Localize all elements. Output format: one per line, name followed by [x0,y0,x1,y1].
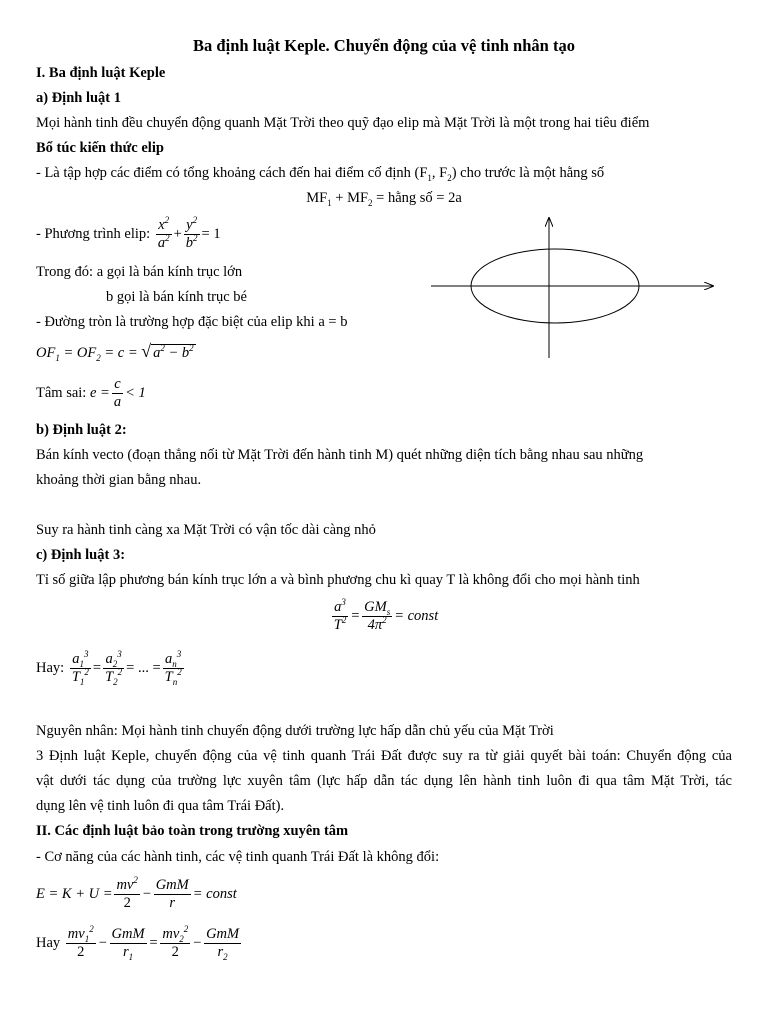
section2-text: - Cơ năng của các hành tinh, các vệ tinh quanh Trái Đất là không đổi: [36,849,440,865]
central-force-paragraph-line1: 3 Định luật Keple, chuyển động của vệ tinh quanh Trái Đất được suy ra từ giải quyết bài toán: Chuyển động của [36,748,732,764]
formula-fraction: $\frac{a_1^3}{T_1^2}$ [71,649,89,688]
where-b-text: b gọi là bán kính trục bé [106,289,247,305]
formula-fraction: $\frac{mv^2}{2}$ [116,875,138,912]
formula-fraction: $\frac{\text{GmM}}{r}$ [155,877,189,912]
law2-consequence: Suy ra hành tinh càng xa Mặt Trời có vận tốc dài càng nhỏ [36,522,376,538]
formula-fraction: $\frac{\text{GmM}}{r_1}$ [111,926,145,963]
where-a-text: Trong đó: a gọi là bán kính trục lớn [36,264,243,280]
formula-fraction: $\frac{\text{GmM}}{r_2}$ [206,926,240,963]
section2-heading: II. Các định luật bảo toàn trong trường xuyên tâm [36,823,349,839]
law1-text: Mọi hành tinh đều chuyển động quanh Mặt Trời theo quỹ đạo elip mà Mặt Trời là một trong hai tiêu điểm [36,115,650,131]
circle-note: - Đường tròn là trường hợp đặc biệt của elip khi a = b [36,314,348,330]
central-force-paragraph-line3: dụng lên vệ tinh luôn đi qua tâm Trái Đất). [36,798,285,814]
law2-text-line1: Bán kính vecto (đoạn thẳng nối từ Mặt Trời đến hành tinh M) quét những diện tích bằng nhau sau những [36,447,644,463]
kepler3-formula: $\frac{a^3}{T^2}$ = $\frac{GM_s}{4\pi^2}$ = const [333,597,439,634]
supplement-heading: Bổ túc kiến thức elip [36,140,164,156]
formula-fraction: $\frac{a^3}{T^2}$ [333,597,347,634]
energy-formula: E = K + U = $\frac{mv^2}{2}$ − $\frac{\text{GmM}}{r}$ = const [36,875,237,912]
eccentricity-formula: Tâm sai: e = $\frac{c}{a}$ < 1 [36,376,146,411]
law3-text: Tỉ số giữa lập phương bán kính trục lớn a và bình phương chu kì quay T là không đổi cho mọi hành tinh [36,572,640,588]
formula-fraction: $\frac{mv_2^2}{2}$ [162,924,189,961]
law2-heading: b) Định luật 2: [36,422,127,438]
formula-fraction: $\frac{mv_1^2}{2}$ [67,924,94,961]
law1-heading: a) Định luật 1 [36,90,122,106]
focal-distance-formula: $OF_1 = OF_2 = c$ = √ $a^2 - b^2$ [36,341,194,363]
ellipse-diagram [425,212,725,362]
formula-fraction: $\frac{c}{a}$ [113,376,122,411]
ellipse-equation: - Phương trình elip: $\frac{x^2}{a^2}$ + $\frac{y^2}{b^2}$ = 1 [36,215,221,252]
formula-fraction: $\frac{x^2}{a^2}$ [157,215,170,252]
law3-heading: c) Định luật 3: [36,547,126,563]
energy-conservation-formula: Hay $\frac{mv_1^2}{2}$ − $\frac{\text{GmM}}{r_1}$ = $\frac{mv_2^2}{2}$ − $\frac{\text{GmM}}{r_2}$ [36,924,240,963]
section-heading: I. Ba định luật Keple [36,65,166,81]
central-force-paragraph-line2: vật dưới tác dụng của trường lực xuyên tâm (lực hấp dẫn tác dụng lên hành tinh luôn đi qua tâm Mặt Trời, tác [36,773,732,789]
formula-fraction: $\frac{y^2}{b^2}$ [185,215,198,252]
focal-sum-equation: $MF_1 + MF_2$ = hằng số = 2a [306,190,462,208]
formula-fraction: $\frac{GM_s}{4\pi^2}$ [364,599,391,634]
formula-fraction: $\frac{a_n^3}{T_n^2}$ [164,649,182,688]
page-title: Ba định luật Keple. Chuyển động của vệ tinh nhân tạo [193,36,575,55]
kepler3-ratio-chain: Hay: $\frac{a_1^3}{T_1^2}$ = $\frac{a_2^3}{T_2^2}$ = ... = $\frac{a_n^3}{T_n^2}$ [36,649,182,688]
law2-text-line2: khoảng thời gian bằng nhau. [36,472,202,488]
ellipse-definition: - Là tập hợp các điểm có tổng khoảng cách đến hai điểm cố định ($F_1$, $F_2$) cho trước là một hằng số [36,165,605,183]
formula-fraction: $\frac{a_2^3}{T_2^2}$ [105,649,123,688]
cause-text: Nguyên nhân: Mọi hành tinh chuyển động dưới trường lực hấp dẫn chủ yếu của Mặt Trời [36,723,554,739]
